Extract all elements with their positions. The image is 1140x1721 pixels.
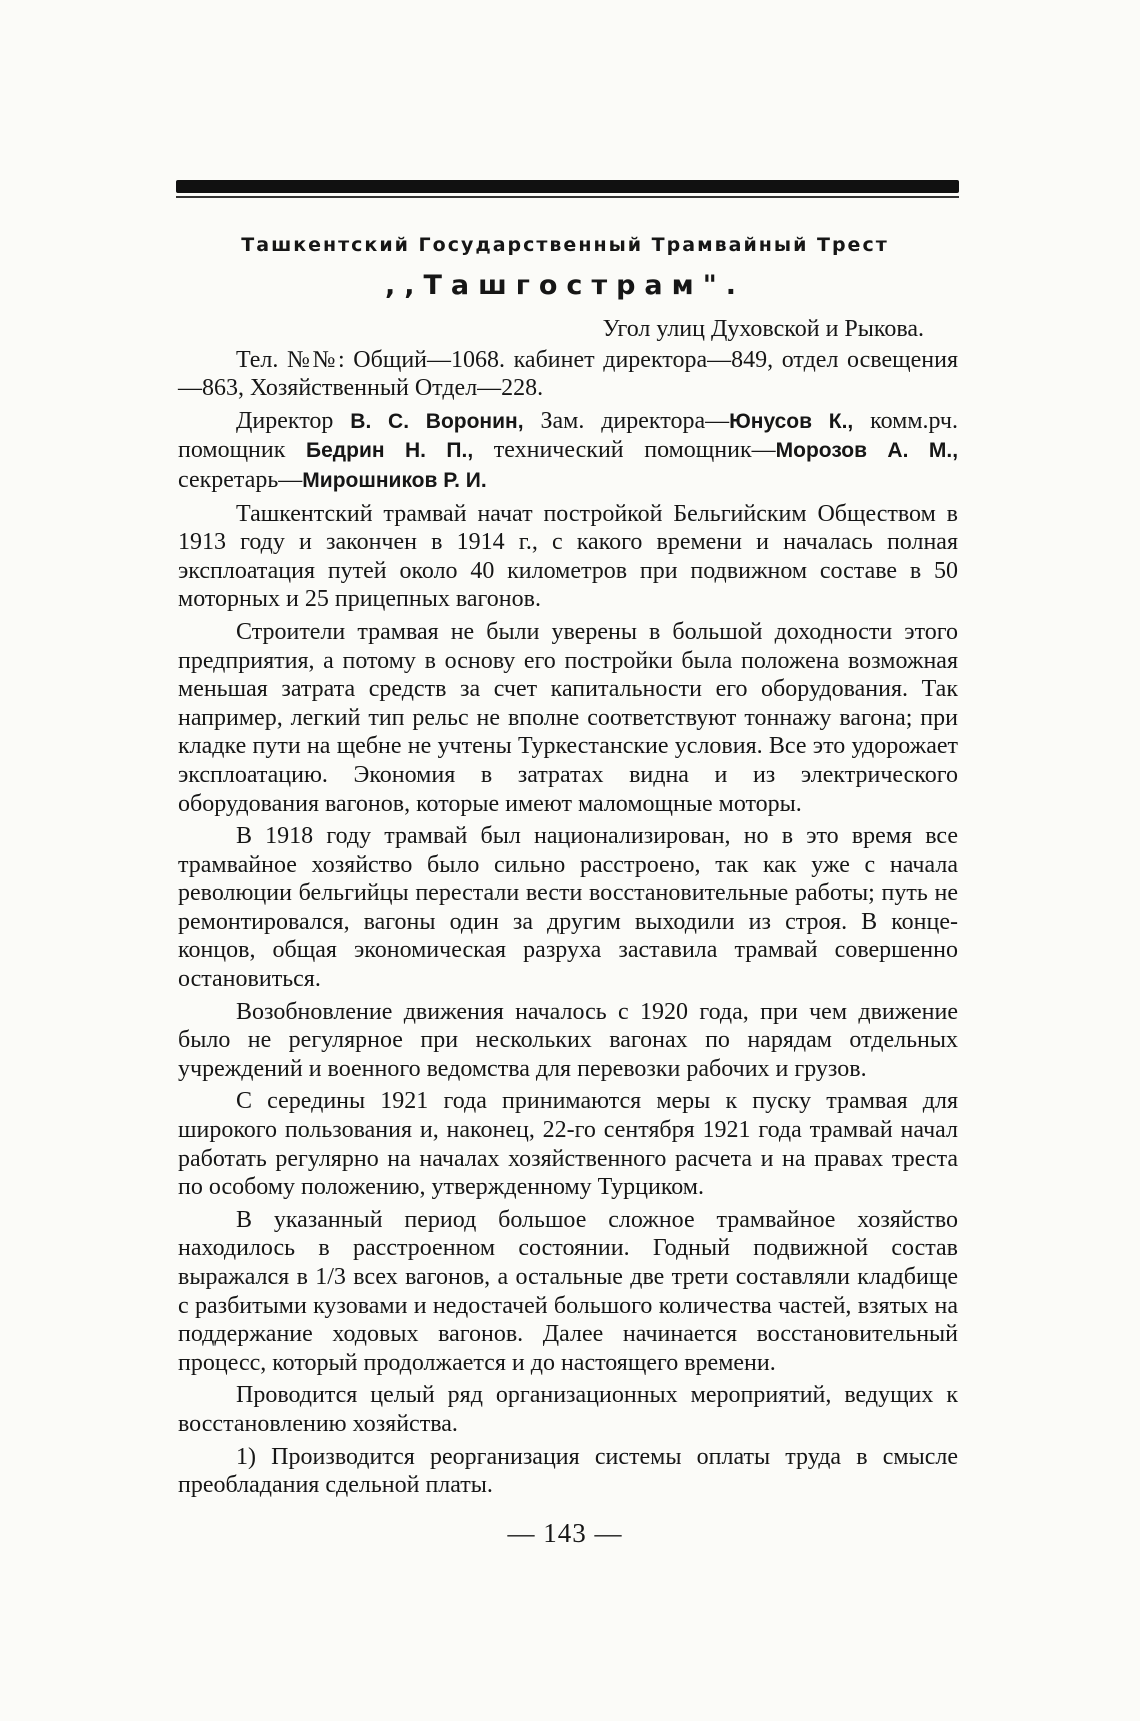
commercial-name: Бедрин Н. П., — [306, 439, 474, 463]
top-rule-thin — [176, 196, 959, 198]
organization-title: Ташкентский Государственный Трамвайный Трест — [241, 234, 889, 256]
brand-name: ,,Ташгострам". — [384, 270, 746, 301]
paragraph-nationalization: В 1918 году трамвай был национализирован, но в это время все трамвайное хозяйство было сильно расстроено, так как уже с начала революции бельгийцы перестали вести восстановительные работы; путь не ремонтировался, вагоны один за другим выходили из строя. В конце-концов, общая экономическая разруха заставила трамвай совершенно остановиться. — [178, 823, 958, 993]
top-rule — [176, 180, 959, 193]
page-number: — 143 — — [507, 1518, 623, 1548]
staff-paragraph — [178, 407, 958, 496]
director-label: Директор — [236, 407, 334, 434]
paragraph-measures: Проводится целый ряд организационных мероприятий, ведущих к восстановлению хозяйства. — [178, 1382, 958, 1437]
deputy-name: Юнусов К., — [729, 409, 854, 433]
paragraph-history: Ташкентский трамвай начат постройкой Бельгийским Обществом в 1913 году и закончен в 1914 г., с какого времени и началась полная эксплоатация путей около 40 километров при подвижном составе в 50 моторных и 25 прицепных вагонов. — [178, 500, 958, 613]
paragraph-restoration: В указанный период большое сложное трамвайное хозяйство находилось в расстроенном состоянии. Годный подвижной состав выражался в 1/3 всех вагонов, а остальные две трети составляли кладбище с разбитыми кузовами и недостачей большого количества частей, взятых на поддержание ходовых вагонов. Далее начинается восстановительный процесс, который продолжается и до настоящего времени. — [178, 1206, 958, 1376]
secretary-name: Мирошников Р. И. — [302, 468, 487, 492]
page-header — [170, 234, 960, 301]
paragraph-reorganization: 1) Производится реорганизация системы оплаты труда в смысле преобладания сдельной платы. — [178, 1443, 958, 1499]
address-line: Угол улиц Духовской и Рыкова. — [602, 316, 924, 342]
paragraph-construction: Строители трамвая не были уверены в большой доходности этого предприятия, а потому в основу его постройки была положена возможная меньшая затрата средств за счет капитальности его оборудования. Так например, легкий тип рельс не вполне соответствуют тоннажу вагона; при кладке пути на щебне не учтены Туркестанские условия. Все это удорожает эксплоатацию. Экономия в затратах видна и из электрического оборудования вагонов, которые имеют маломощные моторы. — [178, 618, 958, 817]
tech-label: технический помощник— — [493, 437, 776, 464]
commercial-label: комм.рч. помощник — [178, 407, 958, 464]
phones-paragraph: Тел. №№: Общий—1068. кабинет директора—849, отдел освещения—863, Хозяйственный Отдел—228. — [178, 346, 958, 402]
deputy-label: Зам. директора— — [540, 407, 730, 434]
secretary-label: секретарь— — [178, 466, 303, 493]
document-body — [178, 315, 958, 1504]
director-name: В. С. Воронин, — [350, 409, 524, 433]
paragraph-regular-service: С середины 1921 года принимаются меры к пуску трамвая для широкого пользования и, наконец, 22-го сентября 1921 года трамвай начал работать регулярно на началах хозяйственного расчета и на правах треста по особому положению, утвержденному Турциком. — [178, 1088, 958, 1201]
paragraph-resumption: Возобновление движения началось с 1920 года, при чем движение было не регулярное при нескольких вагонах по нарядам отдельных учреждений и военного ведомства для перевозки рабочих и грузов. — [178, 998, 958, 1082]
tech-name: Морозов А. М., — [775, 439, 959, 463]
